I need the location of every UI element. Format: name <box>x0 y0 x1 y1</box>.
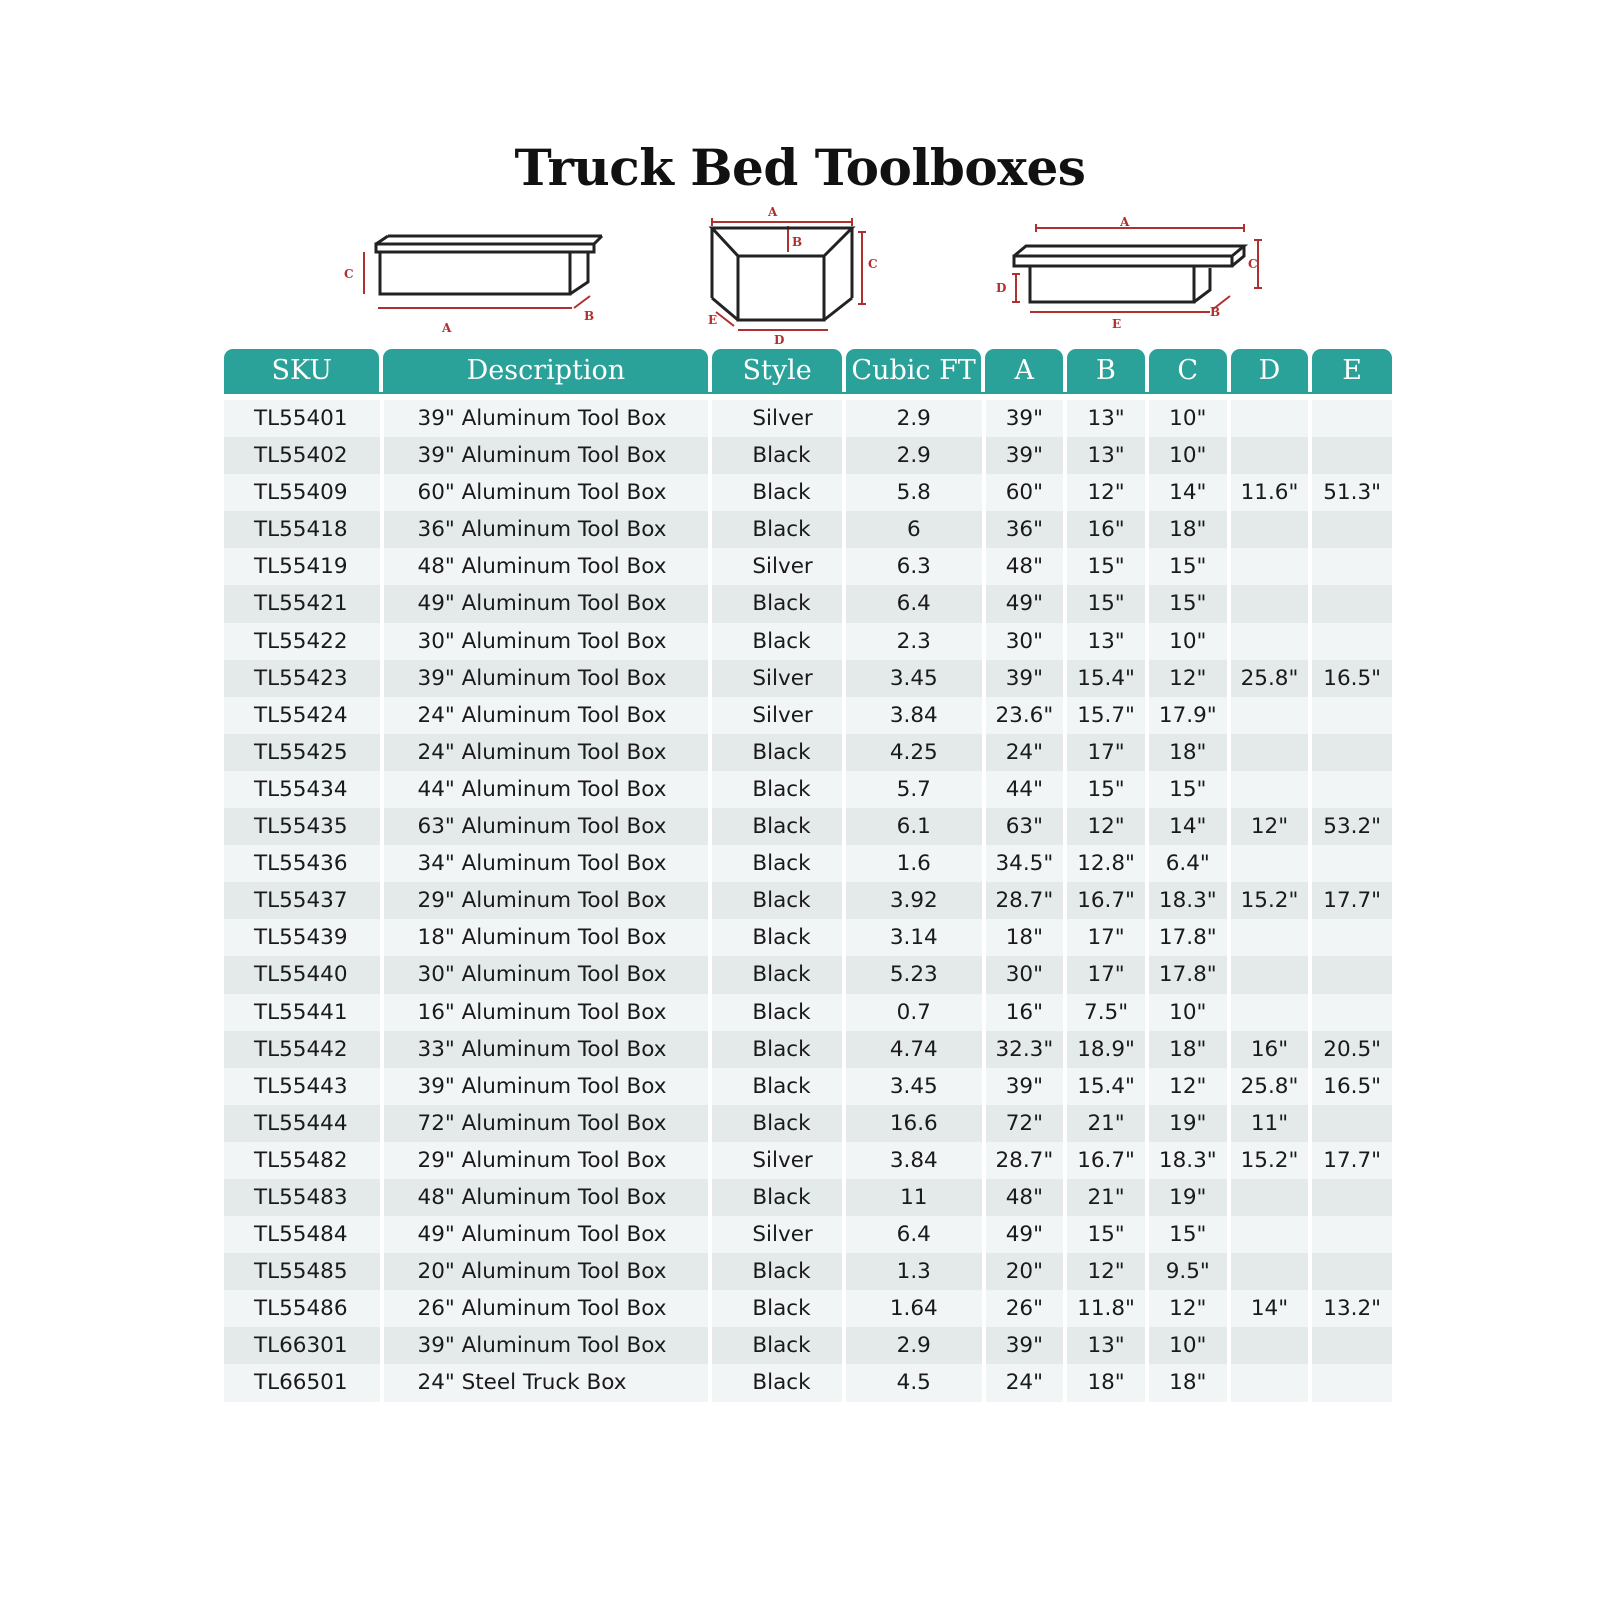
table-row <box>224 1327 1392 1364</box>
cell-dim-e: 17.7" <box>1312 882 1392 919</box>
cell-sku: TL55422 <box>224 623 380 660</box>
cell-cubic-ft: 2.9 <box>846 437 981 474</box>
dim-label-b: B <box>584 309 595 323</box>
cell-dim-e <box>1312 697 1392 734</box>
cell-dim-c: 15" <box>1149 548 1227 585</box>
cell-dim-a: 36" <box>986 511 1064 548</box>
cell-dim-b: 13" <box>1067 400 1145 437</box>
table-row <box>224 1068 1392 1105</box>
cell-dim-e <box>1312 1364 1392 1401</box>
cell-dim-d: 25.8" <box>1231 660 1309 697</box>
cell-style: Black <box>712 845 842 882</box>
cell-dim-d <box>1231 919 1309 956</box>
cell-cubic-ft: 6 <box>846 511 981 548</box>
cell-dim-a: 23.6" <box>986 697 1064 734</box>
cell-description: 26" Aluminum Tool Box <box>384 1290 709 1327</box>
cell-dim-a: 39" <box>986 437 1064 474</box>
table-row <box>224 511 1392 548</box>
header-e: E <box>1312 349 1392 392</box>
cell-cubic-ft: 11 <box>846 1179 981 1216</box>
cell-dim-e: 16.5" <box>1312 1068 1392 1105</box>
cell-description: 49" Aluminum Tool Box <box>384 1216 709 1253</box>
cell-description: 30" Aluminum Tool Box <box>384 623 709 660</box>
cell-description: 63" Aluminum Tool Box <box>384 808 709 845</box>
dim-label-a: A <box>442 321 452 335</box>
cell-dim-e: 53.2" <box>1312 808 1392 845</box>
table-row <box>224 956 1392 993</box>
cell-dim-b: 17" <box>1067 956 1145 993</box>
table-row <box>224 1031 1392 1068</box>
cell-cubic-ft: 3.92 <box>846 882 981 919</box>
cell-style: Black <box>712 956 842 993</box>
cell-dim-a: 39" <box>986 660 1064 697</box>
cell-cubic-ft: 6.4 <box>846 1216 981 1253</box>
cell-dim-b: 18" <box>1067 1364 1145 1401</box>
cell-dim-a: 20" <box>986 1253 1064 1290</box>
table-row <box>224 1105 1392 1142</box>
dim-label-c: C <box>344 267 354 281</box>
table-row <box>224 437 1392 474</box>
cell-dim-b: 12" <box>1067 474 1145 511</box>
cell-style: Silver <box>712 1142 842 1179</box>
cell-dim-a: 39" <box>986 400 1064 437</box>
header-style: Style <box>712 349 842 392</box>
cell-dim-b: 15.4" <box>1067 660 1145 697</box>
cell-dim-b: 15.7" <box>1067 697 1145 734</box>
cell-dim-a: 30" <box>986 956 1064 993</box>
cell-dim-e: 16.5" <box>1312 660 1392 697</box>
cell-dim-d <box>1231 1327 1309 1364</box>
cell-description: 48" Aluminum Tool Box <box>384 1179 709 1216</box>
cell-dim-e <box>1312 919 1392 956</box>
cell-style: Black <box>712 1031 842 1068</box>
cell-cubic-ft: 4.25 <box>846 734 981 771</box>
cell-style: Black <box>712 734 842 771</box>
cell-dim-c: 14" <box>1149 808 1227 845</box>
cell-dim-a: 60" <box>986 474 1064 511</box>
cell-dim-e <box>1312 1179 1392 1216</box>
cell-dim-a: 39" <box>986 1068 1064 1105</box>
cell-style: Black <box>712 919 842 956</box>
cell-dim-a: 63" <box>986 808 1064 845</box>
dim-label-e: E <box>1112 317 1122 331</box>
cell-sku: TL55442 <box>224 1031 380 1068</box>
cell-sku: TL55483 <box>224 1179 380 1216</box>
cell-dim-c: 18" <box>1149 1031 1227 1068</box>
cell-cubic-ft: 1.6 <box>846 845 981 882</box>
table-row <box>224 882 1392 919</box>
cell-dim-d <box>1231 994 1309 1031</box>
cell-dim-e <box>1312 1253 1392 1290</box>
cell-dim-e <box>1312 548 1392 585</box>
cell-dim-a: 44" <box>986 771 1064 808</box>
cell-sku: TL55434 <box>224 771 380 808</box>
dim-label-a: A <box>768 205 778 219</box>
cell-dim-b: 15" <box>1067 1216 1145 1253</box>
dim-label-b: B <box>792 235 803 249</box>
table-row <box>224 623 1392 660</box>
cell-style: Black <box>712 808 842 845</box>
cell-dim-a: 24" <box>986 734 1064 771</box>
cell-cubic-ft: 2.9 <box>846 400 981 437</box>
cell-dim-c: 18.3" <box>1149 1142 1227 1179</box>
cell-sku: TL55443 <box>224 1068 380 1105</box>
cell-description: 29" Aluminum Tool Box <box>384 1142 709 1179</box>
cell-dim-a: 72" <box>986 1105 1064 1142</box>
cell-dim-c: 10" <box>1149 1327 1227 1364</box>
cell-cubic-ft: 3.84 <box>846 1142 981 1179</box>
cell-sku: TL55421 <box>224 585 380 622</box>
table-row <box>224 548 1392 585</box>
cell-sku: TL66301 <box>224 1327 380 1364</box>
header-b: B <box>1067 349 1145 392</box>
cell-dim-c: 18" <box>1149 734 1227 771</box>
cell-style: Black <box>712 1105 842 1142</box>
cell-dim-c: 12" <box>1149 1068 1227 1105</box>
cell-sku: TL55435 <box>224 808 380 845</box>
cell-style: Silver <box>712 400 842 437</box>
cell-dim-e <box>1312 994 1392 1031</box>
cell-dim-c: 12" <box>1149 660 1227 697</box>
cell-sku: TL55437 <box>224 882 380 919</box>
cell-dim-d <box>1231 1179 1309 1216</box>
cell-dim-e <box>1312 623 1392 660</box>
cell-description: 39" Aluminum Tool Box <box>384 437 709 474</box>
dim-label-c: C <box>868 257 878 271</box>
cell-dim-d <box>1231 548 1309 585</box>
cell-dim-c: 17.8" <box>1149 919 1227 956</box>
cell-style: Black <box>712 585 842 622</box>
cell-dim-d <box>1231 1216 1309 1253</box>
page-title: Truck Bed Toolboxes <box>514 138 1086 197</box>
cell-style: Black <box>712 511 842 548</box>
cell-sku: TL55485 <box>224 1253 380 1290</box>
diagram-lowside-toolbox <box>996 215 1280 336</box>
header-d: D <box>1231 349 1309 392</box>
cell-sku: TL66501 <box>224 1364 380 1401</box>
cell-style: Black <box>712 437 842 474</box>
header-c: C <box>1149 349 1227 392</box>
dim-label-e: E <box>708 313 718 327</box>
cell-sku: TL55439 <box>224 919 380 956</box>
header-description: Description <box>383 349 708 392</box>
cell-dim-a: 49" <box>986 1216 1064 1253</box>
cell-dim-d <box>1231 1253 1309 1290</box>
cell-dim-e <box>1312 1105 1392 1142</box>
cell-description: 39" Aluminum Tool Box <box>384 1327 709 1364</box>
cell-cubic-ft: 2.3 <box>846 623 981 660</box>
cell-dim-b: 16.7" <box>1067 1142 1145 1179</box>
cell-description: 20" Aluminum Tool Box <box>384 1253 709 1290</box>
cell-dim-b: 13" <box>1067 437 1145 474</box>
cell-style: Black <box>712 882 842 919</box>
cell-dim-d <box>1231 697 1309 734</box>
cell-dim-d <box>1231 400 1309 437</box>
header-cubic-ft: Cubic FT <box>846 349 982 392</box>
cell-dim-c: 12" <box>1149 1290 1227 1327</box>
cell-dim-b: 15" <box>1067 585 1145 622</box>
cell-sku: TL55486 <box>224 1290 380 1327</box>
cell-dim-d <box>1231 734 1309 771</box>
cell-dim-d: 11" <box>1231 1105 1309 1142</box>
table-row <box>224 660 1392 697</box>
cell-style: Black <box>712 474 842 511</box>
cell-dim-d <box>1231 845 1309 882</box>
table-row <box>224 585 1392 622</box>
cell-dim-b: 13" <box>1067 1327 1145 1364</box>
cell-description: 24" Aluminum Tool Box <box>384 697 709 734</box>
cell-sku: TL55401 <box>224 400 380 437</box>
cell-description: 39" Aluminum Tool Box <box>384 660 709 697</box>
cell-dim-a: 16" <box>986 994 1064 1031</box>
cell-style: Black <box>712 623 842 660</box>
cell-cubic-ft: 3.84 <box>846 697 981 734</box>
header-a: A <box>985 349 1063 392</box>
cell-sku: TL55425 <box>224 734 380 771</box>
cell-dim-c: 18" <box>1149 1364 1227 1401</box>
cell-style: Black <box>712 994 842 1031</box>
cell-dim-a: 24" <box>986 1364 1064 1401</box>
cell-dim-e <box>1312 1327 1392 1364</box>
cell-dim-c: 15" <box>1149 1216 1227 1253</box>
cell-dim-c: 18.3" <box>1149 882 1227 919</box>
dim-label-d: D <box>774 333 785 347</box>
cell-dim-b: 11.8" <box>1067 1290 1145 1327</box>
cell-sku: TL55482 <box>224 1142 380 1179</box>
table-row <box>224 1142 1392 1179</box>
cell-sku: TL55444 <box>224 1105 380 1142</box>
cell-dim-e <box>1312 437 1392 474</box>
cell-dim-d <box>1231 623 1309 660</box>
cell-dim-b: 17" <box>1067 919 1145 956</box>
cell-dim-d <box>1231 1364 1309 1401</box>
cell-sku: TL55419 <box>224 548 380 585</box>
cell-cubic-ft: 5.23 <box>846 956 981 993</box>
cell-dim-b: 16.7" <box>1067 882 1145 919</box>
cell-dim-e: 20.5" <box>1312 1031 1392 1068</box>
cell-sku: TL55424 <box>224 697 380 734</box>
dim-label-b: B <box>1210 305 1221 319</box>
cell-dim-e: 51.3" <box>1312 474 1392 511</box>
cell-sku: TL55441 <box>224 994 380 1031</box>
cell-dim-e <box>1312 1216 1392 1253</box>
cell-description: 72" Aluminum Tool Box <box>384 1105 709 1142</box>
diagram-flat-toolbox <box>340 232 600 344</box>
cell-style: Silver <box>712 697 842 734</box>
cell-dim-d: 16" <box>1231 1031 1309 1068</box>
cell-dim-c: 17.9" <box>1149 697 1227 734</box>
table-row <box>224 697 1392 734</box>
table-row <box>224 994 1392 1031</box>
cell-dim-b: 15.4" <box>1067 1068 1145 1105</box>
cell-cubic-ft: 0.7 <box>846 994 981 1031</box>
cell-style: Black <box>712 1179 842 1216</box>
cell-style: Black <box>712 1364 842 1401</box>
table-row <box>224 1216 1392 1253</box>
cell-description: 30" Aluminum Tool Box <box>384 956 709 993</box>
cell-dim-b: 12" <box>1067 808 1145 845</box>
cell-dim-b: 12" <box>1067 1253 1145 1290</box>
cell-dim-b: 21" <box>1067 1179 1145 1216</box>
cell-dim-b: 12.8" <box>1067 845 1145 882</box>
cell-dim-c: 14" <box>1149 474 1227 511</box>
cell-dim-a: 28.7" <box>986 882 1064 919</box>
cell-sku: TL55423 <box>224 660 380 697</box>
cell-dim-c: 19" <box>1149 1179 1227 1216</box>
table-body <box>224 400 1392 1402</box>
cell-description: 29" Aluminum Tool Box <box>384 882 709 919</box>
cell-sku: TL55402 <box>224 437 380 474</box>
cell-dim-e <box>1312 771 1392 808</box>
cell-dim-c: 10" <box>1149 400 1227 437</box>
cell-sku: TL55418 <box>224 511 380 548</box>
cell-dim-c: 15" <box>1149 771 1227 808</box>
cell-cubic-ft: 6.3 <box>846 548 981 585</box>
cell-dim-b: 16" <box>1067 511 1145 548</box>
cell-dim-e <box>1312 585 1392 622</box>
cell-dim-a: 48" <box>986 548 1064 585</box>
dim-label-a: A <box>1120 215 1130 229</box>
cell-dim-b: 15" <box>1067 548 1145 585</box>
cell-cubic-ft: 4.74 <box>846 1031 981 1068</box>
cell-dim-b: 18.9" <box>1067 1031 1145 1068</box>
table-row <box>224 845 1392 882</box>
cell-dim-d <box>1231 437 1309 474</box>
cell-style: Black <box>712 771 842 808</box>
cell-dim-d: 14" <box>1231 1290 1309 1327</box>
toolbox-table <box>224 349 1392 1402</box>
cell-dim-a: 30" <box>986 623 1064 660</box>
cell-dim-e <box>1312 511 1392 548</box>
cell-description: 60" Aluminum Tool Box <box>384 474 709 511</box>
cell-cubic-ft: 1.3 <box>846 1253 981 1290</box>
cell-sku: TL55436 <box>224 845 380 882</box>
table-row <box>224 771 1392 808</box>
cell-style: Silver <box>712 1216 842 1253</box>
cell-description: 39" Aluminum Tool Box <box>384 1068 709 1105</box>
dim-label-c: C <box>1248 257 1258 271</box>
cell-dim-d <box>1231 511 1309 548</box>
cell-dim-a: 34.5" <box>986 845 1064 882</box>
cell-dim-c: 6.4" <box>1149 845 1227 882</box>
cell-dim-a: 28.7" <box>986 1142 1064 1179</box>
cell-dim-a: 32.3" <box>986 1031 1064 1068</box>
cell-dim-b: 13" <box>1067 623 1145 660</box>
cell-dim-d: 12" <box>1231 808 1309 845</box>
cell-sku: TL55484 <box>224 1216 380 1253</box>
table-row <box>224 808 1392 845</box>
cell-description: 49" Aluminum Tool Box <box>384 585 709 622</box>
cell-description: 48" Aluminum Tool Box <box>384 548 709 585</box>
cell-description: 24" Steel Truck Box <box>384 1364 709 1401</box>
cell-dim-d <box>1231 956 1309 993</box>
cell-dim-a: 26" <box>986 1290 1064 1327</box>
cell-dim-c: 17.8" <box>1149 956 1227 993</box>
cell-dim-c: 15" <box>1149 585 1227 622</box>
table-row <box>224 400 1392 437</box>
cell-style: Silver <box>712 548 842 585</box>
cell-dim-c: 10" <box>1149 623 1227 660</box>
cell-cubic-ft: 4.5 <box>846 1364 981 1401</box>
cell-dim-d: 15.2" <box>1231 882 1309 919</box>
cell-dim-b: 17" <box>1067 734 1145 771</box>
table-row <box>224 474 1392 511</box>
cell-dim-e: 13.2" <box>1312 1290 1392 1327</box>
cell-dim-d <box>1231 585 1309 622</box>
cell-cubic-ft: 2.9 <box>846 1327 981 1364</box>
cell-dim-a: 49" <box>986 585 1064 622</box>
cell-description: 34" Aluminum Tool Box <box>384 845 709 882</box>
cell-dim-c: 18" <box>1149 511 1227 548</box>
cell-description: 44" Aluminum Tool Box <box>384 771 709 808</box>
table-row <box>224 919 1392 956</box>
cell-description: 24" Aluminum Tool Box <box>384 734 709 771</box>
cell-dim-a: 39" <box>986 1327 1064 1364</box>
cell-dim-e: 17.7" <box>1312 1142 1392 1179</box>
cell-sku: TL55409 <box>224 474 380 511</box>
cell-style: Black <box>712 1068 842 1105</box>
diagram-crossover-toolbox <box>708 206 898 346</box>
cell-description: 39" Aluminum Tool Box <box>384 400 709 437</box>
cell-cubic-ft: 1.64 <box>846 1290 981 1327</box>
cell-dim-e <box>1312 734 1392 771</box>
cell-dim-b: 7.5" <box>1067 994 1145 1031</box>
dim-label-d: D <box>996 281 1007 295</box>
cell-cubic-ft: 3.45 <box>846 1068 981 1105</box>
cell-sku: TL55440 <box>224 956 380 993</box>
table-row <box>224 1179 1392 1216</box>
table-row <box>224 734 1392 771</box>
cell-dim-e <box>1312 845 1392 882</box>
cell-dim-c: 10" <box>1149 994 1227 1031</box>
cell-cubic-ft: 5.8 <box>846 474 981 511</box>
cell-dim-c: 10" <box>1149 437 1227 474</box>
cell-dim-d: 15.2" <box>1231 1142 1309 1179</box>
table-row <box>224 1364 1392 1401</box>
cell-cubic-ft: 6.1 <box>846 808 981 845</box>
cell-cubic-ft: 3.14 <box>846 919 981 956</box>
cell-style: Black <box>712 1327 842 1364</box>
table-row <box>224 1290 1392 1327</box>
cell-style: Black <box>712 1290 842 1327</box>
table-header <box>224 349 1392 392</box>
cell-dim-c: 19" <box>1149 1105 1227 1142</box>
cell-dim-a: 18" <box>986 919 1064 956</box>
cell-dim-b: 21" <box>1067 1105 1145 1142</box>
cell-dim-b: 15" <box>1067 771 1145 808</box>
cell-dim-e <box>1312 956 1392 993</box>
cell-dim-c: 9.5" <box>1149 1253 1227 1290</box>
cell-description: 33" Aluminum Tool Box <box>384 1031 709 1068</box>
cell-style: Silver <box>712 660 842 697</box>
cell-dim-d <box>1231 771 1309 808</box>
cell-dim-a: 48" <box>986 1179 1064 1216</box>
cell-description: 36" Aluminum Tool Box <box>384 511 709 548</box>
cell-cubic-ft: 16.6 <box>846 1105 981 1142</box>
cell-style: Black <box>712 1253 842 1290</box>
cell-description: 16" Aluminum Tool Box <box>384 994 709 1031</box>
cell-dim-d: 25.8" <box>1231 1068 1309 1105</box>
cell-cubic-ft: 3.45 <box>846 660 981 697</box>
cell-description: 18" Aluminum Tool Box <box>384 919 709 956</box>
cell-dim-d: 11.6" <box>1231 474 1309 511</box>
header-sku: SKU <box>224 349 379 392</box>
cell-dim-e <box>1312 400 1392 437</box>
cell-cubic-ft: 5.7 <box>846 771 981 808</box>
cell-cubic-ft: 6.4 <box>846 585 981 622</box>
table-row <box>224 1253 1392 1290</box>
